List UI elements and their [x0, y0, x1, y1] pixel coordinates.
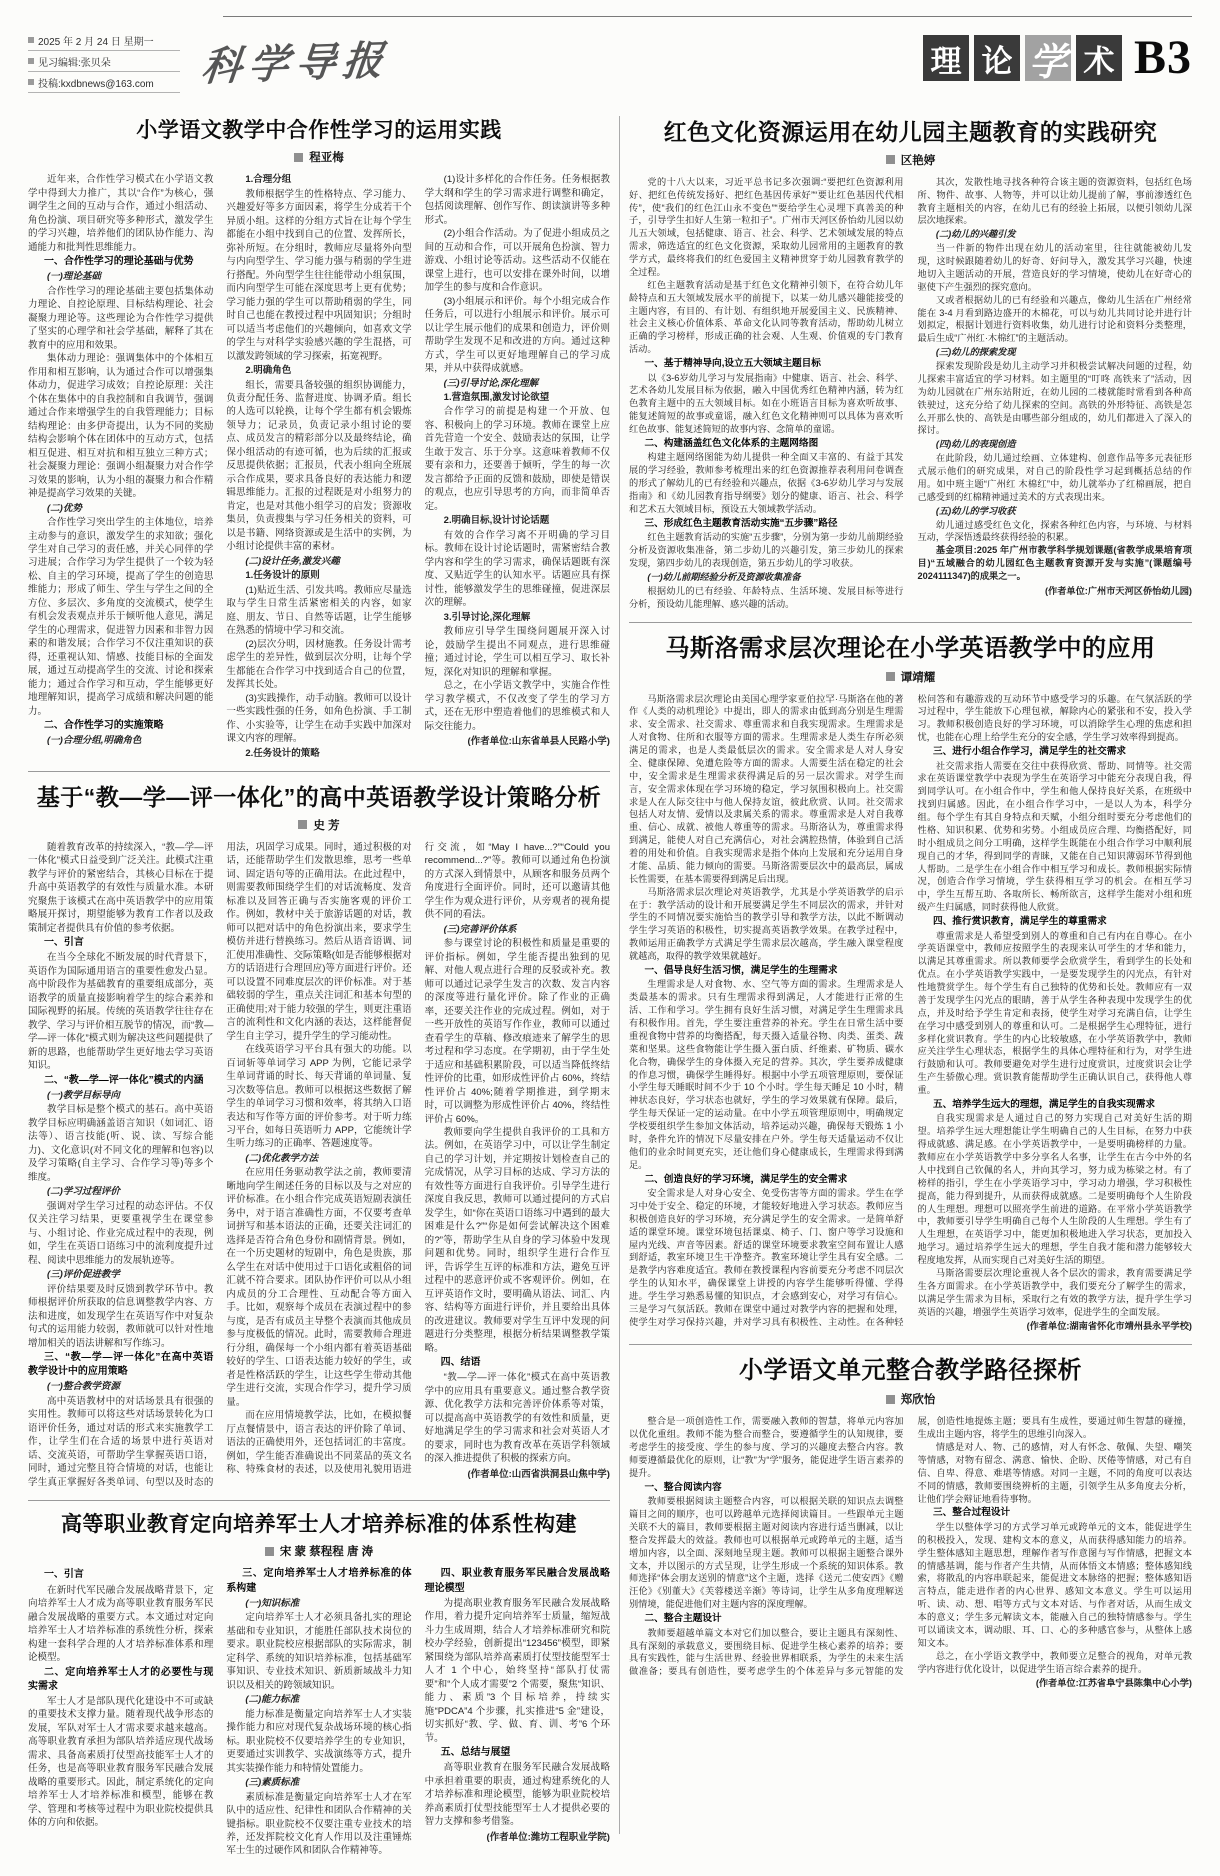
- body-paragraph: 总之，在小学语文教学中，实施合作性学习教学模式，不仅改变了学生的学习方式，还在无形中塑造着他们的思维模式和人际交往能力。: [424, 680, 610, 732]
- section-heading: 2.明确角色: [245, 365, 292, 377]
- bullet-square-icon: [28, 79, 34, 85]
- section-heading: 2.任务设计的策略: [245, 747, 320, 759]
- body-paragraph: 合作性学习突出学生的主体地位，培养主动参与的意识，激发学生的求知欲；强化学生对自己学习的责任感，并关心同伴的学习进展；合作学习为学生提供了一个较为轻松、自主的学习环境，提高了学生的创造思维能力；形成了师生、学生与学生之间的全方位、多层次、多角度的交流模式，使学生有机会发表观点并乐于倾听他人意见，满足学生的心理需求，促进智力因素和非智力因素的和谐发展；合作学习不仅注重知识的获得，还重视认知、情感、技能目标的全面发展，通过互动提高学生的交流、讨论和探索能力；通过合作学习和互动，学生能够更好地理解知识，提高学习成绩和解决问题的能力。: [28, 517, 214, 717]
- body-paragraph: 自我实现需求是人通过自己的努力实现自己对美好生活的期望。培养学生远大理想能让学生明确自己的人生目标，在努力中获得成就感、满足感。在小学英语教学中，一是要明确榜样的力量。教师应在小学英语教学中多分享名人名事，让学生在古今中外的名人中找到自己钦佩的名人，并向其学习，努力成为栋梁之材。有了榜样的指引，学生在小学英语学习中，学习动力增强，学习积极性提高，能力得到提升，从而获得成就感。二是要明确每个人生阶段的人生理想。理想可以照亮学生前进的道路。在平常小学英语教学中，教师要引导学生明确自己每个人生阶段的人生理想。学生有了人生理想，在英语学习中，能更加积极地进入学习状态，更加投入地学习。通过培养学生远大的理想，学生自我才能和潜力能够较大程度地发挥，从而实现自己对美好生活的期望。: [917, 1113, 1192, 1266]
- section-heading: (三)评价促进教学: [47, 1269, 120, 1281]
- body-paragraph: 社交需求指人需要在交往中获得欣赏、帮助、同情等。社交需求在英语课堂教学中表现为学生在英语学习中能充分表现自我，得到同学认可。在小组合作中，学生和他人保持良好关系，在班级中找到归属感。因此，在小组合作学习中，一是以人为本，科学分组。每个学生有其自身特点和天赋，小组分组时要充分考虑他们的性格、知识积累、优势和劣势。小组成员应合理、均衡搭配好，同时小组成员之间分工明确，这样学生既能在小组合作学习中顺利展现自己的才华，得到同学的青睐，又能在自己知识薄弱环节得到他人帮助。二是学生在小组合作中相互学习和成长。教师根据实际情况，创造合作学习情境，学生获得相互学习的机会。在相互学习中，学生互帮互助、各取所长、畅所欲言，这样学生能对小组和班级产生归属感，同时获得他人欣赏。: [917, 760, 1192, 913]
- body-paragraph: 在此阶段，幼儿通过绘画、立体建构、创意作品等多元表征形式展示他们的研究成果，对自己的阶段性学习起到概括总结的作用。如中班主题“广州红 木棉红”中，幼儿就举办了红棉画展，把自己感受到的红棉精神通过美术的方式表现出来。: [917, 453, 1192, 502]
- article-maslow-english: [629, 634, 1192, 1334]
- body-paragraph: 在新时代军民融合发展战略背景下，定向培养军士人才成为高等职业教育服务军民融合发展战略的重要方式。本文通过对定向培养军士人才培养标准的系统性分析，探索构建一套科学合理的人才培养标准体系和理论模型。: [28, 1584, 214, 1664]
- section-heading: (三)幼儿的探索发现: [935, 347, 1016, 358]
- section-heading: 四、职业教育服务军民融合发展战略理论模型: [424, 1568, 610, 1594]
- section-badge-char: 学: [1025, 35, 1071, 81]
- article-body: [28, 173, 610, 760]
- section-heading: 2.明确目标,设计讨论话题: [443, 515, 550, 527]
- article-byline: [629, 669, 1192, 685]
- body-paragraph: 党的十八大以来，习近平总书记多次强调:“要把红色资源利用好、把红色传统发扬好、把红色基因传承好”“要让红色基因代代相传”，使“我们的红色江山永不变色”“要给学生心灵埋下真善美的种子，引导学生扣好人生第一粒扣子”。广州市天河区侨怡幼儿园以幼儿五大领域，包括健康、语言、社会、科学、艺术领域发展的特点需求，筛选适宜的红色文化资源，采取幼儿园常用的主题教育的教学方式，最终将我们的红色爱国主义精神贯穿于幼儿园教育教学的全过程。: [629, 176, 904, 277]
- author-affiliation: (作者单位:广州市天河区侨怡幼儿园): [1045, 585, 1192, 596]
- section-badge: [923, 35, 1122, 84]
- article-divider: [28, 771, 610, 772]
- body-paragraph: 有效的合作学习离不开明确的学习目标。教师在设计讨论话题时，需紧密结合教学内容和学生的学习需求，确保话题既有深度、又贴近学生的认知水平。话题应具有探讨性，能够激发学生的思维碰撞，促进深层次的理解。: [424, 529, 610, 609]
- section-heading: 1.合理分组: [245, 174, 292, 186]
- body-paragraph: 军士人才是部队现代化建设中不可或缺的重要技术支撑力量。随着现代战争形态的发展，军队对军士人才需求要求越来越高。高等职业教育承担为部队培养适应现代战场需求、具备高素质打仗型高技能军士人才的任务，也是高等职业教育服务军民融合发展战略的重要形式。因此，制定系统化的定向培养军士人才培养标准和模型，能够在教学、管理和考核等过程中为职业院校提供具体的方向和依据。: [28, 1695, 214, 1829]
- author-affiliation: (作者单位:湖南省怀化市靖州县永平学校): [1026, 1321, 1192, 1332]
- body-paragraph: 马斯洛需求层次理论由美国心理学家亚伯拉罕·马斯洛在他的著作《人类的动机理论》中提出，即人的需求由低到高分别是生理需求、安全需求、社交需求、尊重需求和自我实现需求。生理需求是人对食物、住所和衣服等方面的需求。生理需求是人类生存所必须满足的需求，也是人类最低层次的需求。安全需求是人对人身安全、健康保障、免遭危险等方面的需求。人需要生活在稳定的社会中，安全需求是生理需求获得满足后的另一层次需求。对学生而言，安全需求体现在学习环境的稳定，学习氛围积极向上。社交需求是人在人际交往中与他人保持友谊，彼此欣赏、认同。社交需求包括人对友情、爱情以及隶属关系的需求。尊重需求是人对自我尊重、信心、成就、被他人尊重等的需求。马斯洛认为，尊重需求得到满足，能使人对自己充满信心，对社会满腔热情，体验到自己活着的用处和价值。自我实现需求是指个体向上发展和充分运用自身才能、品质、能力倾向的需要。马斯洛需要层次中的最高层，属成长性需要，在基本需要得到满足后出现。: [629, 693, 904, 884]
- article-unit-integration: [629, 1356, 1192, 1690]
- article-title: 马斯洛需求层次理论在小学英语教学中的应用: [665, 634, 1156, 662]
- section-heading: 1.任务设计的原则: [245, 570, 320, 582]
- article-title: 高等职业教育定向培养军士人才培养标准的体系性构建: [61, 1513, 577, 1537]
- body-paragraph: 参与课堂讨论的积极性和质量是重要的评价指标。例如，学生能否提出独到的见解、对他人观点进行合理的反驳或补充。教师可以通过记录学生发言的次数、发言内容的深度等进行量化评价。除了作业的正确率，还要关注作业的完成过程。例如，对于一些开放性的英语写作作业，教师可以通过查看学生的草稿、修改痕迹来了解学生的思考过程和学习态度。在学期初，由于学生处于适应和基础积累阶段，可以适当降低终结性评价的比重，如形成性评价占 60%，终结性评价占 40%;随着学期推进，到学期末时，可以调整为形成性评价占 40%，终结性评价占 60%。: [424, 938, 610, 1125]
- section-heading: 三、定向培养军士人才培养标准的体系构建: [226, 1568, 412, 1594]
- section-heading: 三、“教—学—评一体化”在高中英语教学设计中的应用策略: [28, 1352, 214, 1378]
- article-byline: [629, 152, 1192, 168]
- body-paragraph: 情感是对人、物、己的感情，对人有怀念、敬佩、失望、嘲笑等情感，对物有留念、满意、愉快、企盼、厌倦等情感，对己有自信、自卑、得意、难堪等情感。对同一主题，不同的角度可以表达不同的情感，教师要围绕辨析的主题，引领学生从多角度去分析，让他们学会辩证地看待事物。: [917, 1442, 1192, 1504]
- article-title: 红色文化资源运用在幼儿园主题教育的实践研究: [663, 119, 1158, 145]
- section-heading: 一、引言: [43, 937, 84, 949]
- body-paragraph: 根据幼儿的已有经验、年龄特点、生活环境、发展目标等进行分析，预设幼儿能理解、感兴趣的活动。: [629, 585, 904, 609]
- article-body: [28, 1567, 610, 1857]
- section-heading: (一)整合教学资源: [47, 1381, 120, 1393]
- body-paragraph: 学生以整体学习的方式学习单元或跨单元的文本，能促进学生的积极投入，发现、建构文本的意义，从而获得感知能力的培养。学生整体感知主题思想，理解作者写作意图与写作情感，把握文本的情感基调，能与作者产生共情，从而体悟文本情感；整体感知线索，将散乱的内容串联起来，能促进文本脉络的把握；整体感知语言特点，能走进作者的内心世界、感知文本意义。学生可以运用听、读、动、想、唱等方式与文本对话、与作者对话，从而生成文本的意义；学生多元解读文本，能融入自己的独特情感参与。学生可以诵读文本，调动眼、耳、口、心的多种感官参与，从整体上感知文本。: [917, 1521, 1192, 1648]
- byline-square-icon: [886, 1395, 895, 1404]
- body-paragraph: 总之，在小学语文教学中，教师要立足整合的视角，对单元教学内容进行优化设计，以促进学生语言综合素养的提升。: [917, 1650, 1192, 1674]
- body-paragraph: 能力标准是衡量定向培养军士人才实装操作能力和应对现代复杂战场环境的核心指标。职业院校不仅要培养学生的专业知识，更要通过实训教学、实战演练等方式，提升其实装操作能力和特情处置能力。: [226, 1708, 412, 1774]
- body-paragraph: 定向培养军士人才必须具备扎实的理论基础和专业知识，才能胜任部队技术岗位的要求。职业院校应根据部队的实际需求，制定科学、系统的知识培养标准，包括基础军事知识、专业技术知识、新质新域战斗力知识以及相关的跨领域知识。: [226, 1612, 412, 1691]
- section-badge-char: 术: [1076, 35, 1122, 81]
- article-author: 区艳婷: [900, 154, 936, 167]
- masthead-editor-row: [28, 51, 180, 72]
- body-paragraph: 在线英语学习平台具有强大的功能。以百词斩等单词学习 APP 为例，它能记录学生单词背诵的时长、每天背诵的单词量、复习次数等信息。教师可以根据这些数据了解学生的单词学习习惯和效率，将其纳入口语表达和写作等方面的评价参考。对于听力练习平台，如每日英语听力 APP，它能统计学生听力练习的正确率、答题速度等。: [226, 1044, 412, 1150]
- right-column-region: [629, 110, 1192, 1858]
- section-badge-char: 论: [974, 35, 1020, 81]
- body-paragraph: 而在应用情境教学法，比如，在模拟餐厅点餐情景中，语言表达的评价除了单词、语法的正确使用外，还包括词汇的丰富度。例如，学生能否准确说出不同菜品的英文名称、特殊食材的表述，以及使用礼貌用语进行交流，如“May I have...?”“Could you recommend...?”等。教师可以通过角色扮演的方式深入到情景中，从顾客和服务员两个角度进行全面评价。同时，还可以邀请其他学生作为观众进行评价，从旁观者的视角提供不同的看法。: [226, 841, 610, 1476]
- body-paragraph: 强调对学生学习过程的动态评估。不仅仅关注学习结果，更要重视学生在课堂参与、小组讨论、作业完成过程中的表现，例如，学生在英语口语练习中的流利度提升过程、阅读中思维能力的发展轨迹等。: [28, 1200, 214, 1266]
- body-paragraph: (1)贴近生活、引发共鸣。教师应尽量选取与学生日常生活紧密相关的内容，如家庭、朋友、节日、自然等话题，让学生能够在熟悉的情境中学习和交流。: [226, 584, 412, 637]
- section-heading: 1.营造氛围,激发讨论欲望: [443, 392, 550, 403]
- section-heading: 五、总结与展望: [440, 1747, 511, 1759]
- masthead-submission-email: 投稿:kxdbnews@163.com: [38, 78, 154, 90]
- section-heading: 二、定向培养军士人才的必要性与现实需求: [28, 1666, 214, 1692]
- article-body: [28, 841, 610, 1489]
- section-heading: (五)幼儿的学习收获: [935, 505, 1016, 516]
- body-paragraph: (3)小组展示和评价。每个小组完成合作任务后，可以进行小组展示和评价。展示可以让学生展示他们的成果和创造力，评价则帮助学生发现不足和改进的方向。通过这种方式，学生可以更好地理解自己的学习成果，并从中获得成就感。: [424, 295, 610, 375]
- body-paragraph: 其次，发散性地寻找各种符合该主题的资源资料，包括红色场所、物件、故事、人物等，并可以让幼儿提前了解，事前渗透红色教育主题相关的内容，在幼儿已有的经验上拓展，以便引领幼儿深层次地探索。: [917, 176, 1192, 226]
- masthead-date-row: [28, 30, 180, 51]
- section-heading: 一、倡导良好生活习惯，满足学生的生理需求: [644, 964, 838, 976]
- bullet-square-icon: [28, 37, 34, 43]
- section-heading: 一、基于精神导向,设立五大领域主题目标: [644, 358, 821, 369]
- section-heading: (二)能力标准: [245, 1694, 300, 1706]
- body-paragraph: 幼儿通过感受红色文化，探索各种红色内容，与环境、与材料互动，学深悟透最终获得经验的积累。: [917, 519, 1192, 543]
- section-heading: (四)幼儿的表现创造: [935, 439, 1016, 450]
- masthead-date: 2025 年 2 月 24 日 星期一: [38, 36, 154, 48]
- author-affiliation: (作者单位:江苏省阜宁县陈集中心小学): [1035, 1678, 1192, 1689]
- article-author: 郑欣怡: [900, 1394, 936, 1407]
- section-heading: 四、结语: [440, 1357, 481, 1369]
- article-teach-learn-eval: [28, 783, 610, 1489]
- body-paragraph: (3)实践操作，动手动脑。教师可以设计一些实践性强的任务，如角色扮演、手工制作、小实验等，让学生在动手实践中加深对课文内容的理解。: [226, 692, 412, 745]
- body-paragraph: 又或者根据幼儿的已有经验和兴趣点，像幼儿生活在广州经常能在 3-4 月看到路边盛开的木棉花，可以与幼儿共同讨论并进行计划拟定，根据计划进行资料收集，幼儿进行讨论和资料分类整理，最后生成“广州红·木棉红”的主题活动。: [917, 294, 1192, 344]
- article-divider: [629, 1344, 1192, 1345]
- body-paragraph: 当一件新的物件出现在幼儿的活动室里，往往就能被幼儿发现，这时候跟随着幼儿的好奇、好问导入，激发其学习兴趣，快速地切入主题活动的开展，营造良好的学习情境，使幼儿在好奇心的驱使下产生强烈的探究意向。: [917, 243, 1192, 292]
- body-paragraph: 合作学习的前提是构建一个开放、包容、积极向上的学习环境。教师在课堂上应首先营造一个安全、鼓励表达的氛围，让学生敢于发言、乐于分享。这意味着教师不仅要有亲和力，还要善于倾听，学生的每一次发言都给予正面的反馈和鼓励，即使是错误的观点，也应引导思考的方向，而非简单否定。: [424, 406, 610, 512]
- section-heading: 二、整合主题设计: [644, 1613, 722, 1625]
- article-military-training: [28, 1512, 610, 1858]
- article-coop-learning: [28, 118, 610, 760]
- body-paragraph: 随着教育改革的持续深入，“教—学—评一体化”模式日益受到广泛关注。此模式注重教学与评价的紧密结合，其核心目标在于提升高中英语教学的有效性与质量水准。本研究聚焦于该模式在高中英语教学中的应用策略展开探讨，期望能够为教育工作者以及政策制定者提供具有价值的参考依据。: [28, 841, 214, 934]
- body-paragraph: 红色主题教育活动的实施“五步骤”，分别为第一步幼儿前期经验分析及资源收集准备，第二步幼儿的兴趣引发，第三步幼儿的探索发现，第四步幼儿的表现创造，第五步幼儿的学习收获。: [629, 532, 904, 569]
- body-paragraph: 教师根据学生的性格特点、学习能力、兴趣爱好等多方面因素，将学生分成若干个异质小组。这样的分组方式旨在让每个学生都能在小组中找到自己的位置、发挥所长，弥补所短。在分组时，教师应尽量将外向型与内向型学生、学习能力强与稍弱的学生进行搭配。外向型学生往往能带动小组氛围，而内向型学生可能在深度思考上更有优势；学习能力强的学生可以帮助稍弱的学生，同时自己也能在教授过程中巩固知识；分组时可以适当考虑他们的兴趣倾向，如喜欢文学的学生与对科学实验感兴趣的学生混搭，可以激发跨领域的学习探索，拓宽视野。: [226, 188, 412, 362]
- article-author: 史 芳: [313, 819, 340, 832]
- masthead: [28, 0, 1192, 106]
- body-paragraph: 尊重需求是人希望受到别人的尊重和自己有内在自尊心。在小学英语课堂中，教师应按照学生的表现来认可学生的才华和能力，以满足其尊重需求。所以教师要学会欣赏学生，看到学生的长处和优点。在小学英语教学实践中，一是要发现学生的闪光点，有针对性地赞赏学生。每个学生有自己独特的优势和长处。教师应有一双善于发现学生闪光点的眼睛，善于从学生各种表现中发现学生的优点，并及时给予学生肯定和表扬，使学生对学习充满自信，让学生在学习中感受到别人的尊重和认可。二是根据学生心理特征，进行多样化赏识教育。学生的内心比较敏感，在小学英语教学中，教师应关注学生心理状态，根据学生的具体心理特征和行为，对学生进行鼓励和认可。教师要避免对学生进行过度赏识，过度赏识会让学生产生骄傲心理。赏识教育能帮助学生正确认识自己，获得他人尊重。: [917, 930, 1192, 1096]
- body-paragraph: 教师要根据阅读主题整合内容，可以根据关联的知识点去调整篇目之间的顺序，也可以跨越单元选择阅读篇目。一些跟单元主题关联不大的篇目，教师要根据主题对阅读内容进行适当删减，以让整合发挥最大的效益。教师也可以根据单元或跨单元的主题，适当增加内容，以全面、深刻地呈现主题。教师可以根据主题整合课外文本，并以图示的方式呈现，让学生形成一个系统的知识体系。教师选择“体会朋友送别的情意”这个主题，选择《送元二使安西》《赠汪伦》《别董大》《芙蓉楼送辛渐》等诗词，让学生从多角度理解送别情境，能促进他们对主题内容的深度理解。: [629, 1496, 904, 1610]
- masthead-right: [923, 31, 1192, 84]
- body-paragraph: 红色主题教育活动是基于红色文化精神引领下，在符合幼儿年龄特点和五大领域发展水平的前提下，以某一幼儿感兴趣能接受的主题内容，有目的、有计划、有组织地开展爱国主义、民族精神、社会主义核心价值体系、革命文化认同等教育活动，帮助幼儿树立正确的学习榜样，形成正确的社会观、人生观、价值观的专门教育活动。: [629, 279, 904, 355]
- masthead-submission-row: [28, 72, 180, 93]
- section-heading: (一)知识标准: [245, 1597, 300, 1609]
- article-byline: [28, 817, 610, 833]
- body-paragraph: 马斯洛需求层次理论对英语教学，尤其是小学英语教学的启示在于：教学活动的设计和开展要满足学生不同层次的需求，并针对学生的不同情况要实施恰当的教学引导和教学方法，以此不断调动学生学习英语的积极性，切实提高英语教学效果。在教学过程中，教师运用正确教学方式满足学生需求层次越高，学生融入课堂程度就越高，取得的教学效果就越好。: [629, 886, 904, 962]
- fund-note: 基金项目:2025 年广州市教学科学规划课题(省教学成果培育项目)“五域融合的幼儿园红色主题教育资源开发与实施”(课题编号 2024111347)的成果之一。: [917, 545, 1192, 581]
- article-body: [629, 176, 1192, 611]
- paper-logo: 科学导报: [199, 37, 393, 90]
- section-heading: (三)素质标准: [245, 1777, 300, 1789]
- byline-square-icon: [294, 153, 303, 162]
- body-paragraph: 马斯洛需要层次理论重视人各个层次的需求，教育需要满足学生各方面需求。在小学英语教学中，我们要充分了解学生的需求，以满足学生需求为目标，采取行之有效的教学方法，提升学生学习英语的兴趣，增强学生英语学习效率，促进学生的全面发展。: [917, 1267, 1192, 1317]
- section-heading: 二、合作性学习的实施策略: [43, 720, 164, 732]
- section-badge-char: 理: [923, 35, 969, 81]
- section-heading: (一)合理分组,明确角色: [47, 735, 142, 747]
- author-affiliation: (作者单位:潍坊工程职业学院): [486, 1831, 610, 1843]
- section-heading: 一、引言: [43, 1569, 84, 1581]
- article-divider: [28, 1500, 610, 1501]
- section-heading: 一、合作性学习的理论基础与优势: [43, 256, 194, 268]
- article-title: 基于“教—学—评一体化”的高中英语教学设计策略分析: [36, 784, 602, 811]
- body-paragraph: 集体动力理论：强调集体中的个体相互作用和相互影响，认为通过合作可以增强集体动力，促进学习成效；自控论原理：关注个体在集体中的自我控制和自我调节，强调通过合作来增强学生的自我管理能力；目标结构理论：由多伊奇提出，认为不同的奖励结构会影响个体在团体中的互动方式，包括相互促进、相互对抗和相互独立三种方式；社会凝聚力理论：强调小组凝聚力对合作学习效果的影响，认为小组的凝聚力和合作精神是提高学习效果的关键。: [28, 353, 214, 500]
- body-paragraph: 探索发现阶段是幼儿主动学习并积极尝试解决问题的过程，幼儿探索丰富适宜的学习材料。如主题里的“叮咚 高铁来了”活动，因为幼儿园就在广州东站附近，在幼儿园的二楼就能时常看到各种高铁驶过，这充分给了幼儿探索的空间。高铁的外形特征、高铁是怎么开那么快的、高铁是由哪些部分组成的，幼儿们都进入了深入的探讨。: [917, 361, 1192, 436]
- section-heading: 四、推行赏识教育，满足学生的尊重需求: [932, 916, 1107, 928]
- section-heading: (一)幼儿前期经验分析及资源收集准备: [647, 571, 801, 582]
- article-body: [629, 693, 1192, 1334]
- section-heading: (一)理论基础: [47, 271, 101, 283]
- page-content: [28, 110, 1192, 1858]
- author-affiliation: (作者单位:山东省单县人民路小学): [467, 736, 610, 748]
- article-body: [629, 1415, 1192, 1690]
- article-author: 宋 蒙 蔡程程 唐 涛: [279, 1546, 374, 1559]
- article-title: 小学语文教学中合作性学习的运用实践: [136, 119, 502, 142]
- body-paragraph: 近年来，合作性学习模式在小学语文教学中得到大力推广，其以“合作”为核心，强调学生之间的互动与合作，通过小组活动、角色扮演、项目研究等多种形式，激发学生的学习兴趣，培养他们的团队协作能力、沟通能力和批判性思维能力。: [28, 174, 214, 253]
- section-heading: 3.引导讨论,深化理解: [443, 611, 531, 623]
- section-heading: 二、“教—学—评一体化”模式的内涵: [43, 1074, 204, 1086]
- body-paragraph: 评价结果要及时反馈到教学环节中。教师根据评价所获取的信息调整教学内容、方法和进度，如发现学生在英语写作中对复杂句式的运用能力较弱，教师就可以针对性地增加相关的语法讲解和写作练习。: [28, 1283, 214, 1349]
- byline-square-icon: [298, 820, 307, 829]
- section-heading: 三、进行小组合作学习，满足学生的社交需求: [932, 746, 1127, 758]
- body-paragraph: 组长，需要具备较强的组织协调能力，负责分配任务、监督进度、协调矛盾。组长的人选可以轮换，让每个学生都有机会锻炼领导力；记录员，负责记录小组讨论的要点、成员发言的精彩部分以及最终结论，确保小组活动的有迹可循，也为后续的汇报或反思提供依据；汇报员，代表小组向全班展示合作成果，要求具备良好的表达能力和逻辑思维能力。汇报的过程既是对小组努力的肯定，也是对其他小组学习的启发；资源收集员，负责搜集与学习任务相关的资料，可以是书籍、网络资源或是生活中的实例，为小组讨论提供丰富的素材。: [226, 379, 412, 553]
- body-paragraph: 高等职业教育在服务军民融合发展战略中承担着重要的职责，通过构建系统化的人才培养标准和理论模型，能够为职业院校培养高素质打仗型技能型军士人才提供必要的智力支撑和参考借鉴。: [424, 1762, 610, 1828]
- body-paragraph: “教—学—评一体化”模式在高中英语教学中的应用具有重要意义。通过整合教学资源、优化教学方法和完善评价体系等对策，可以提高高中英语教学的有效性和质量，更好地满足学生的学习需求和社会对英语人才的要求，同时也为教育改革在英语学科领域的深入推进提供了积极的探索方向。: [424, 1372, 610, 1465]
- article-author: 谭靖耀: [900, 671, 936, 684]
- section-heading: (一)教学目标导向: [47, 1089, 120, 1101]
- body-paragraph: (2)层次分明，因材施教。任务设计需考虑学生的差异性，做到层次分明，让每个学生都能在合作学习中找到适合自己的位置，发挥其长处。: [226, 638, 412, 691]
- body-paragraph: 构建主题网络图能为幼儿提供一种全面又丰富的、有益于其发展的学习经验，教师参考梳理出来的红色资源推荐表利用问卷调查的形式了解幼儿的已有经验和兴趣点，依据《3-6岁幼儿学习与发展指南》和《幼儿园教育指导纲要》划分的健康、语言、社会、科学和艺术五大领域目标，预设五大领域教学活动。: [629, 452, 904, 514]
- section-heading: (二)优势: [47, 502, 82, 514]
- body-paragraph: (2)小组合作活动。为了促进小组成员之间的互动和合作，可以开展角色扮演、智力游戏、小组讨论等活动。这些活动不仅能在课堂上进行，也可以安排在课外时间，以增加学生的参与度和合作意识。: [424, 228, 610, 294]
- section-heading: (二)学习过程评价: [47, 1186, 120, 1198]
- section-heading: 五、培养学生远大的理想，满足学生的自我实现需求: [932, 1098, 1156, 1110]
- masthead-top-rule: [223, 16, 1192, 17]
- body-paragraph: 教师应引导学生围绕问题展开深入讨论，鼓励学生提出不同观点，进行思维碰撞；通过讨论，学生可以相互学习、取长补短，深化对知识的理解和掌握。: [424, 626, 610, 678]
- section-heading: (二)设计任务,激发兴趣: [245, 555, 340, 567]
- article-red-culture: [629, 118, 1192, 611]
- section-heading: 三、整合过程设计: [932, 1507, 1011, 1519]
- article-author: 程亚梅: [309, 152, 344, 165]
- author-affiliation: (作者单位:山西省洪洞县山焦中学): [467, 1468, 610, 1480]
- masthead-editor: 见习编辑:张贝朵: [38, 57, 111, 69]
- article-byline: [28, 149, 610, 165]
- byline-square-icon: [886, 672, 895, 681]
- article-title: 小学语文单元整合教学路径探析: [739, 1357, 1082, 1385]
- article-byline: [629, 1391, 1192, 1407]
- body-paragraph: 生理需求是人对食物、水、空气等方面的需求。生理需求是人类最基本的需求。只有生理需求得到满足，人才能进行正常的生活、工作和学习。学生拥有良好生活习惯，对满足学生生理需求具有积极作用。首先，学生要注重营养的补充。学生在日常生活中要重视食物中营养的均衡搭配，每天摄入适量谷物、肉类、蛋类、蔬菜和坚果。这些食物能让学生摄入蛋白质、纤维素、矿物质、碳水化合物，确保学生的身体摄入充足的营养。其次，学生要养成健康的作息习惯，确保学生睡得好。根据中小学五项管理原则，要保证小学生每天睡眠时间不少于 10 个小时。学生每天睡足 10 小时，精神状态良好，学习状态也就好，学生的学习效果就有保障。最后，学生每天保证一定的运动量。在中小学五项管理原则中，明确规定学校要组织学生参加文体活动，培养运动兴趣，确保每天锻炼 1 小时，条件允许的情况下尽量安排在户外。学生每天适量运动不仅让他们的业余时间更充实，还让他们身心健康成长，生理需求得到满足。: [629, 979, 904, 1170]
- body-paragraph: 高中英语教材中的对话场景具有很强的实用性。教师可以将这些对话场景转化为口语评价任务，通过对话的形式来实施教学工作，让学生们在合适的场景中进行英语对话、交流英语，可帮助学生掌握英语口语，同时，通过完整且符合情境的对话，也能让学生真正掌握好各类单词、句型以及时态的用法，巩固学习成果。同时，通过积极的对话，还能帮助学生们发散思维，思考一些单词、固定语句等的正确用法。在此过程中，则需要教师围绕学生们的对话流畅度、发音标准以及回答正确与否实施客观的评价工作。例如，教材中关于旅游话题的对话，教师可以把对话中的角色扮演出来，要求学生模仿并进行替换练习。然后从语音语调、词汇使用准确性、交际策略(如是否能够根据对方的话语进行合理回应)等方面进行评价。还可以设置不同难度层次的评价标准。对于基础较弱的学生，重点关注词汇和基本句型的正确使用;对于能力较强的学生，则更注重语言的流利性和文化内涵的表达，这样能督促学生自主学习，提升学生的学习能动性。: [28, 841, 412, 1488]
- section-heading: (三)引导讨论,深化理解: [443, 377, 539, 389]
- section-heading: 二、构建涵盖红色文化体系的主题网络图: [644, 437, 819, 449]
- article-byline: [28, 1543, 610, 1559]
- section-heading: (二)优化教学方法: [245, 1152, 319, 1164]
- section-heading: (三)完善评价体系: [443, 923, 517, 935]
- section-heading: (二)幼儿的兴趣引发: [935, 229, 1016, 240]
- body-paragraph: (1)设计多样化的合作任务。任务根据教学大纲和学生的学习需求进行调整和确定，包括阅读理解、创作写作、朗读演讲等多种形式。: [424, 174, 610, 226]
- body-paragraph: 教学目标是整个模式的基石。高中英语教学目标应明确涵盖语言知识（如词汇、语法等）、语言技能(听、说、读、写综合能力)、文化意识(对不同文化的理解和包容)以及学习策略(自主学习、合作学习等)等多个维度。: [28, 1104, 214, 1183]
- body-paragraph: 在当今全球化不断发展的时代背景下，英语作为国际通用语言的重要性愈发凸显。高中阶段作为基础教育的重要组成部分，英语教学的质量直接影响着学生的综合素养和国际视野的拓展。传统的英语教学往往存在教学、学习与评价相互脱节的情况，而“教—学—评一体化”模式则为解决这些问题提供了新的思路，也能帮助学生更好地去学习英语知识。: [28, 952, 214, 1072]
- body-paragraph: 以《3-6岁幼儿学习与发展指南》中健康、语言、社会、科学、艺术各幼儿发展目标为依据，融入中国优秀红色精神内涵，转为红色教育主题中的五大领域目标。如在小班语言目标为喜欢听故事、能复述简短的故事或童谣，融入红色文化精神则可以具体为喜欢听红色故事、能复述简短的故事内容、念简单的童谣。: [629, 372, 904, 435]
- article-divider: [629, 622, 1192, 623]
- byline-square-icon: [265, 1547, 274, 1556]
- body-paragraph: 教师要超越单篇文本对它们加以整合，要让主题具有深刻性、具有深刻的承载意义，要围绕目标、促进学生核心素养的培养；要具有实践性，能与生活世界、经验世界相联系，为学生的未来生活做准备；要具有创造性，要考虑学生的个体差异与多元智能的发展，创造性地提炼主题；要具有生成性，要通过师生智慧的碰撞，生成出主题内容，将学生的思维引向深入。: [629, 1416, 1192, 1677]
- body-paragraph: 为提高职业教育服务军民融合发展战略作用，着力提升定向培养军士质量，缩短战斗力生成周期，结合人才培养标准研究和院校办学经验，创新提出“123456”模型，即紧紧围绕为部队培养高素质打仗型技能型军士人才 1 个中心，始终坚持“部队打仗需要”和“个人成才需要”2 个需要，聚焦“知识、能力、素质”3 个目标培养，持续实施“PDCA”4 个步骤，扎实推进“5 金”建设，切实抓好“教、学、做、育、训、考”6 个环节。: [424, 1597, 610, 1744]
- section-heading: 二、创造良好的学习环境，满足学生的安全需求: [644, 1173, 848, 1185]
- section-heading: 一、整合阅读内容: [644, 1481, 722, 1493]
- body-paragraph: 在应用任务驱动教学法之前，教师要清晰地向学生阐述任务的目标以及与之对应的评价标准。在小组合作完成英语短剧表演任务中，对于语言准确性方面，不仅要考查单词拼写和基本语法的正确，还要关注词汇的选择是否符合角色身份和剧情背景。例如，在一个历史题材的短剧中，角色是贵族，那么学生在对话中使用过于口语化或粗俗的词汇就不符合要求。团队协作评价可以从小组内成员的分工合理性、互动配合等方面入手。比如，观察每个成员在表演过程中的参与度，是否有成员主导整个表演而其他成员参与度极低的情况。此时，需要教师合理进行分组，确保每一个小组内都有着英语基础较好的学生、口语表达能力较好的学生，或者是性格活跃的学生，让这些学生带动其他学生进行交流，实现合作学习，提升学习质量。: [226, 1167, 412, 1408]
- byline-square-icon: [886, 155, 895, 164]
- bullet-square-icon: [28, 58, 34, 64]
- body-paragraph: 安全需求是人对身心安全、免受伤害等方面的需求。学生在学习中处于安全、稳定的环境，才能较好地进入学习状态。教师应当积极创造良好的学习环境，充分满足学生的安全需求。一是简单舒适的课堂环境。课堂环境包括课桌、椅子、门、窗户等学习设施和屋内光线、声音等因素。舒适的课堂环境要求教室空间布置让人感到舒适，教室环境卫生干净整齐。教室环境让学生具有安全感。二是教学内容难度适宜。教师在教授课程内容前要充分考虑不同层次学生的认知水平，确保课堂上讲授的内容学生能够听得懂、学得进。学生学习熟悉易懂的知识点，才会感到安心，对学习有信心。三是学习气氛活跃。教师在课堂中通过对教学内容的把握和处理，使学生对学习保持兴趣，并对学习具有积极性、主动性。在各种轻松问答和有趣游戏的互动环节中感受学习的乐趣。在气氛活跃的学习过程中，学生能放下心理包袱，解除内心的紧张和不安，投入学习。教师积极创造良好的学习环境，可以消除学生心理的焦虑和担忧，也能在心理上给学生充分的安全感，学生学习效率得到提高。: [629, 693, 1192, 1327]
- left-column-region: [28, 110, 610, 1858]
- page-number: B3: [1133, 31, 1192, 84]
- section-heading: 三、形成红色主题教育活动实施“五步骤”路径: [644, 517, 838, 529]
- body-paragraph: 教师要向学生提供自我评价的工具和方法。例如，在英语学习中，可以让学生制定自己的学习计划，并定期按计划检查自己的完成情况，从学习目标的达成、学习方法的有效性等方面进行自我评价。引导学生进行深度自我反思，教师可以通过提问的方式启发学生，如“你在英语口语练习中遇到的最大困难是什么?”“你是如何尝试解决这个困难的?”等，帮助学生从自身的学习体验中发现问题和优势。同时，组织学生进行合作互评，告诉学生互评的标准和方法，避免互评过程中的恶意评价或不客观评价。例如，在互评英语作文时，要明确从语法、词汇、内容、结构等方面进行评价，并且要给出具体的改进建议。教师要对学生互评中发现的问题进行分类整理，根据分析结果调整教学策略。: [424, 1127, 610, 1354]
- masthead-info: [28, 30, 180, 93]
- body-paragraph: 整合是一项创造性工作，需要融入教师的智慧，将单元内容加以优化重组。教师不能为整合而整合，要遵循学生的认知规律，要考虑学生的接受度、学生的参与度、学习的兴趣度去整合内容。教师要遵循最优化的原则，让“教”为“学”服务，能促进学生语言素养的提升。: [629, 1416, 904, 1478]
- body-paragraph: 素质标准是衡量定向培养军士人才在军队中的适应性、纪律性和团队合作精神的关键指标。职业院校不仅要注重专业技术的培养，还发挥院校文化育人作用以及注重锤炼军士生的过硬作风和团队合作精神等。: [226, 1791, 412, 1857]
- body-paragraph: 合作性学习的理论基础主要包括集体动力理论、自控论原理、目标结构理论、社会凝聚力理论等。这些理论为合作性学习提供了坚实的心理学和社会学基础，解释了其在教育中的应用和效果。: [28, 285, 214, 351]
- vertical-rule: [619, 116, 620, 1834]
